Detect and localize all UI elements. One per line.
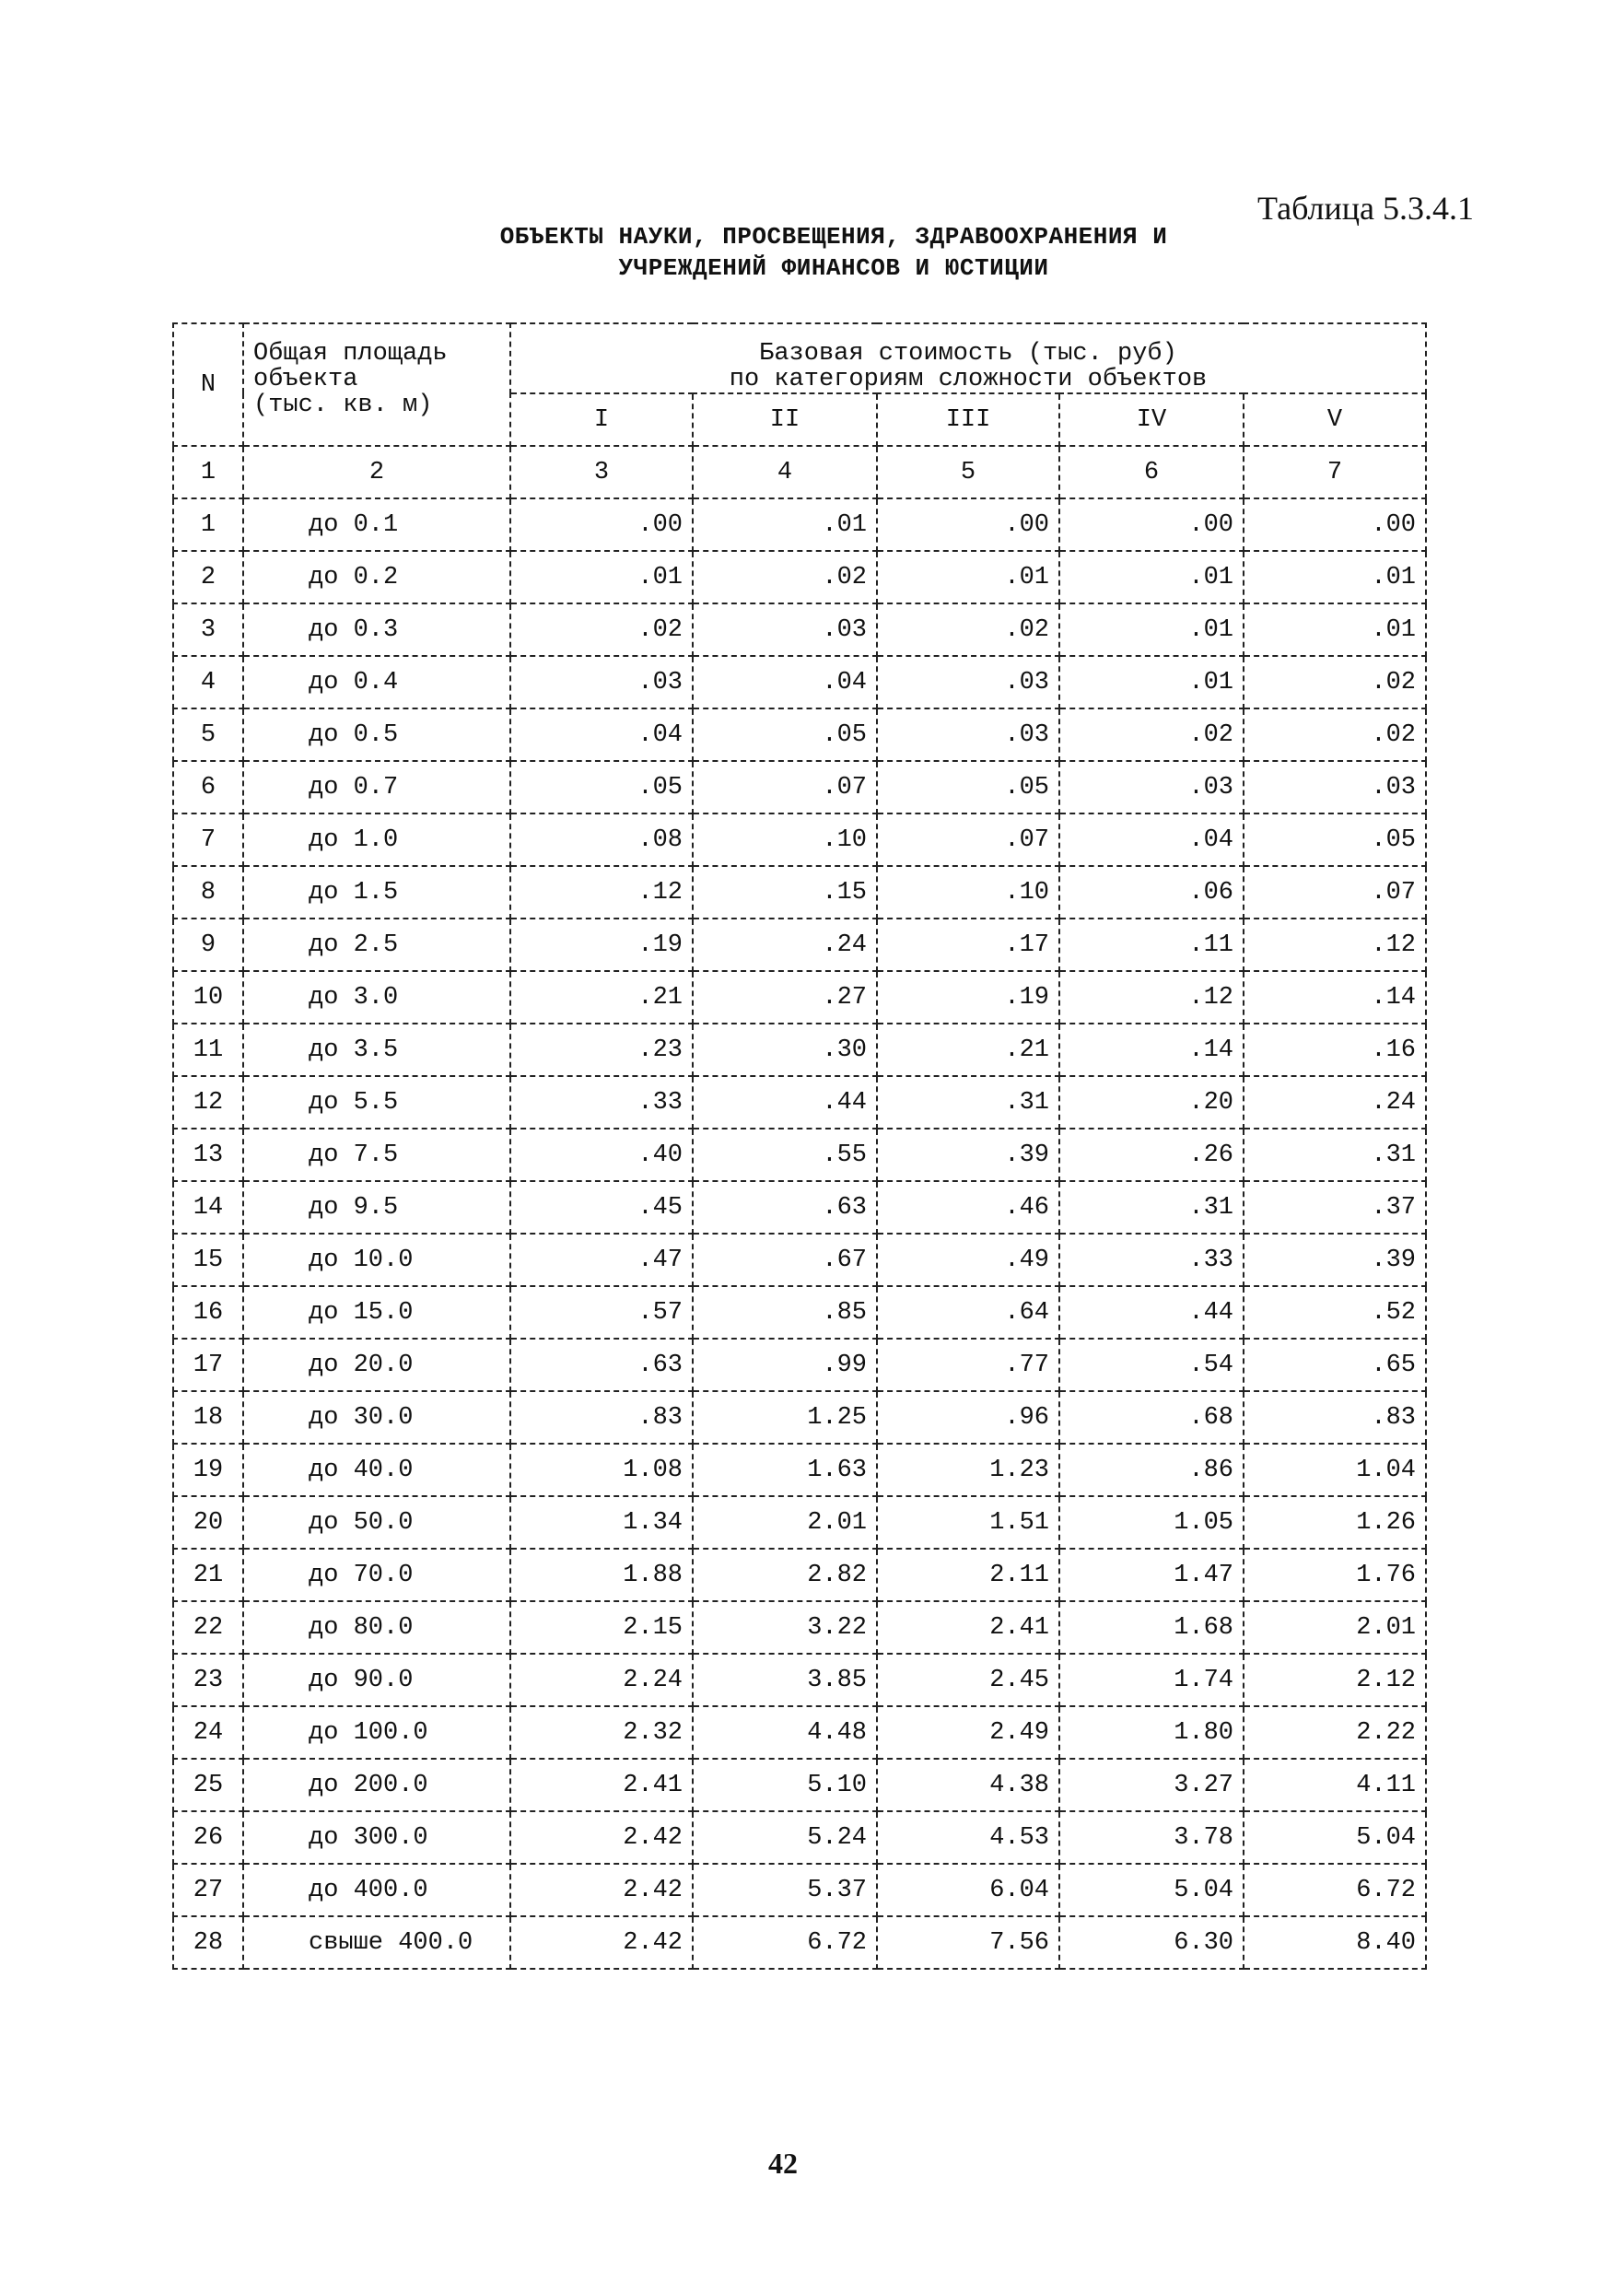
cost-cell-category-2: .30 <box>693 1024 877 1076</box>
header-row-column-numbers <box>173 446 1426 498</box>
row-number: 14 <box>173 1181 243 1234</box>
table-row <box>173 1024 1426 1076</box>
cost-cell-category-4: .02 <box>1059 708 1244 761</box>
cost-cell-category-1: .04 <box>510 708 693 761</box>
cost-cell-category-3: 2.49 <box>877 1706 1059 1759</box>
cost-cell-category-5: 4.11 <box>1244 1759 1426 1811</box>
cost-cell-category-1: .03 <box>510 656 693 708</box>
row-number: 19 <box>173 1444 243 1496</box>
row-area: до 40.0 <box>243 1444 510 1496</box>
cost-cell-category-4: .11 <box>1059 919 1244 971</box>
table-row <box>173 866 1426 919</box>
row-number: 24 <box>173 1706 243 1759</box>
table-row <box>173 1496 1426 1549</box>
cost-cell-category-3: 2.45 <box>877 1654 1059 1706</box>
table-row <box>173 1654 1426 1706</box>
cost-cell-category-5: 1.04 <box>1244 1444 1426 1496</box>
cost-cell-category-3: .10 <box>877 866 1059 919</box>
cost-cell-category-4: .20 <box>1059 1076 1244 1129</box>
row-area: до 0.5 <box>243 708 510 761</box>
cost-cell-category-2: .15 <box>693 866 877 919</box>
row-number: 21 <box>173 1549 243 1601</box>
cost-cell-category-5: .52 <box>1244 1286 1426 1339</box>
cost-cell-category-2: 6.72 <box>693 1916 877 1969</box>
cost-cell-category-3: .77 <box>877 1339 1059 1391</box>
cost-cell-category-1: 2.42 <box>510 1916 693 1969</box>
table-row <box>173 1444 1426 1496</box>
row-area: до 50.0 <box>243 1496 510 1549</box>
row-number: 4 <box>173 656 243 708</box>
cost-cell-category-2: 5.24 <box>693 1811 877 1864</box>
cost-cell-category-4: .01 <box>1059 603 1244 656</box>
row-area: до 2.5 <box>243 919 510 971</box>
cost-cell-category-3: .46 <box>877 1181 1059 1234</box>
cost-cell-category-2: .07 <box>693 761 877 813</box>
row-number: 3 <box>173 603 243 656</box>
row-number: 18 <box>173 1391 243 1444</box>
cost-cell-category-2: 5.10 <box>693 1759 877 1811</box>
cost-cell-category-1: 1.88 <box>510 1549 693 1601</box>
row-number: 13 <box>173 1129 243 1181</box>
page-number: 42 <box>768 2147 798 2180</box>
cost-cell-category-5: .37 <box>1244 1181 1426 1234</box>
cost-cell-category-1: 2.32 <box>510 1706 693 1759</box>
cost-cell-category-1: 1.34 <box>510 1496 693 1549</box>
table-row <box>173 971 1426 1024</box>
row-area: до 3.5 <box>243 1024 510 1076</box>
cost-cell-category-2: .02 <box>693 551 877 603</box>
cost-cell-category-5: 2.12 <box>1244 1654 1426 1706</box>
row-number: 10 <box>173 971 243 1024</box>
cost-cell-category-3: .05 <box>877 761 1059 813</box>
cost-cell-category-3: 1.23 <box>877 1444 1059 1496</box>
header-base-cost <box>510 323 1426 393</box>
cost-cell-category-5: 2.22 <box>1244 1706 1426 1759</box>
cost-cell-category-1: .21 <box>510 971 693 1024</box>
cost-cell-category-5: .83 <box>1244 1391 1426 1444</box>
row-number: 5 <box>173 708 243 761</box>
cost-cell-category-1: 2.42 <box>510 1811 693 1864</box>
cost-cell-category-4: 1.80 <box>1059 1706 1244 1759</box>
row-number: 7 <box>173 813 243 866</box>
cost-cell-category-5: 1.26 <box>1244 1496 1426 1549</box>
cost-cell-category-2: .67 <box>693 1234 877 1286</box>
header-base-line-1: Базовая стоимость (тыс. руб) <box>759 340 1177 368</box>
row-number: 1 <box>173 498 243 551</box>
row-area: до 20.0 <box>243 1339 510 1391</box>
table-row <box>173 1864 1426 1916</box>
cost-cell-category-1: .00 <box>510 498 693 551</box>
table-row <box>173 1759 1426 1811</box>
table-row <box>173 708 1426 761</box>
row-number: 16 <box>173 1286 243 1339</box>
table-row <box>173 551 1426 603</box>
cost-cell-category-4: 5.04 <box>1059 1864 1244 1916</box>
row-area: до 70.0 <box>243 1549 510 1601</box>
cost-cell-category-2: .05 <box>693 708 877 761</box>
row-area: до 1.0 <box>243 813 510 866</box>
cost-cell-category-4: .04 <box>1059 813 1244 866</box>
cost-cell-category-4: .00 <box>1059 498 1244 551</box>
cost-cell-category-1: .63 <box>510 1339 693 1391</box>
cost-cell-category-1: 2.41 <box>510 1759 693 1811</box>
cost-cell-category-5: .39 <box>1244 1234 1426 1286</box>
cost-cell-category-3: 6.04 <box>877 1864 1059 1916</box>
cost-cell-category-4: .06 <box>1059 866 1244 919</box>
cost-cell-category-1: .08 <box>510 813 693 866</box>
column-number-1: 1 <box>173 446 243 498</box>
column-number-4: 4 <box>693 446 877 498</box>
row-area: до 15.0 <box>243 1286 510 1339</box>
cost-cell-category-4: .12 <box>1059 971 1244 1024</box>
cost-cell-category-3: 2.11 <box>877 1549 1059 1601</box>
row-area: до 9.5 <box>243 1181 510 1234</box>
cost-cell-category-1: .33 <box>510 1076 693 1129</box>
header-n: N <box>173 323 243 446</box>
cost-cell-category-4: .03 <box>1059 761 1244 813</box>
cost-cell-category-1: .05 <box>510 761 693 813</box>
cost-cell-category-3: .00 <box>877 498 1059 551</box>
cost-cell-category-5: .01 <box>1244 603 1426 656</box>
cost-cell-category-4: .31 <box>1059 1181 1244 1234</box>
row-number: 2 <box>173 551 243 603</box>
cost-cell-category-2: .85 <box>693 1286 877 1339</box>
cost-cell-category-3: .96 <box>877 1391 1059 1444</box>
cost-cell-category-3: .64 <box>877 1286 1059 1339</box>
table-row <box>173 761 1426 813</box>
cost-cell-category-5: .03 <box>1244 761 1426 813</box>
column-number-2: 2 <box>243 446 510 498</box>
row-area: до 0.2 <box>243 551 510 603</box>
row-number: 26 <box>173 1811 243 1864</box>
row-number: 28 <box>173 1916 243 1969</box>
header-area <box>243 323 510 446</box>
table-row <box>173 1706 1426 1759</box>
cost-cell-category-3: 4.53 <box>877 1811 1059 1864</box>
cost-cell-category-2: .24 <box>693 919 877 971</box>
row-number: 9 <box>173 919 243 971</box>
cost-cell-category-2: 2.82 <box>693 1549 877 1601</box>
cost-cell-category-5: .24 <box>1244 1076 1426 1129</box>
cost-cell-category-2: .99 <box>693 1339 877 1391</box>
column-number-3: 3 <box>510 446 693 498</box>
cost-cell-category-4: .01 <box>1059 656 1244 708</box>
table-row <box>173 1391 1426 1444</box>
row-area: до 0.4 <box>243 656 510 708</box>
cost-cell-category-5: .14 <box>1244 971 1426 1024</box>
cost-cell-category-3: .17 <box>877 919 1059 971</box>
table-row <box>173 1129 1426 1181</box>
cost-cell-category-5: .07 <box>1244 866 1426 919</box>
cost-cell-category-2: 5.37 <box>693 1864 877 1916</box>
cost-cell-category-3: .02 <box>877 603 1059 656</box>
cost-cell-category-1: .57 <box>510 1286 693 1339</box>
table-row <box>173 656 1426 708</box>
row-number: 15 <box>173 1234 243 1286</box>
cost-cell-category-4: 1.47 <box>1059 1549 1244 1601</box>
cost-cell-category-5: .05 <box>1244 813 1426 866</box>
header-category-2: II <box>693 393 877 446</box>
column-number-7: 7 <box>1244 446 1426 498</box>
cost-cell-category-5: 2.01 <box>1244 1601 1426 1654</box>
row-area: до 400.0 <box>243 1864 510 1916</box>
cost-cell-category-2: 4.48 <box>693 1706 877 1759</box>
table-row <box>173 603 1426 656</box>
table-row <box>173 1181 1426 1234</box>
cost-cell-category-1: .45 <box>510 1181 693 1234</box>
cost-cell-category-4: .01 <box>1059 551 1244 603</box>
cost-cell-category-1: .40 <box>510 1129 693 1181</box>
cost-cell-category-5: .31 <box>1244 1129 1426 1181</box>
table-title-line-2: УЧРЕЖДЕНИЙ ФИНАНСОВ И ЮСТИЦИИ <box>618 254 1049 282</box>
cost-cell-category-2: 3.22 <box>693 1601 877 1654</box>
cost-cell-category-1: .12 <box>510 866 693 919</box>
row-number: 25 <box>173 1759 243 1811</box>
row-number: 12 <box>173 1076 243 1129</box>
table-row <box>173 1339 1426 1391</box>
cost-cell-category-4: 3.27 <box>1059 1759 1244 1811</box>
table-row <box>173 1601 1426 1654</box>
row-area: до 90.0 <box>243 1654 510 1706</box>
row-area: до 7.5 <box>243 1129 510 1181</box>
table-row <box>173 1234 1426 1286</box>
cost-cell-category-3: .31 <box>877 1076 1059 1129</box>
cost-cell-category-2: .55 <box>693 1129 877 1181</box>
row-area: до 0.3 <box>243 603 510 656</box>
row-area: до 0.7 <box>243 761 510 813</box>
table-number: Таблица 5.3.4.1 <box>1257 190 1474 227</box>
table-title-line-1: ОБЪЕКТЫ НАУКИ, ПРОСВЕЩЕНИЯ, ЗДРАВООХРАНЕНИЯ И <box>499 223 1168 251</box>
cost-cell-category-1: 2.15 <box>510 1601 693 1654</box>
column-number-6: 6 <box>1059 446 1244 498</box>
column-number-5: 5 <box>877 446 1059 498</box>
cost-cell-category-1: .83 <box>510 1391 693 1444</box>
cost-cell-category-2: .10 <box>693 813 877 866</box>
header-category-1: I <box>510 393 693 446</box>
header-category-4: IV <box>1059 393 1244 446</box>
cost-cell-category-4: .14 <box>1059 1024 1244 1076</box>
cost-table <box>172 322 1427 1970</box>
header-area-line-3: (тыс. кв. м) <box>253 392 433 419</box>
cost-cell-category-2: .04 <box>693 656 877 708</box>
cost-cell-category-2: 1.25 <box>693 1391 877 1444</box>
cost-cell-category-4: 3.78 <box>1059 1811 1244 1864</box>
cost-cell-category-1: 1.08 <box>510 1444 693 1496</box>
cost-cell-category-4: 1.05 <box>1059 1496 1244 1549</box>
cost-cell-category-2: .03 <box>693 603 877 656</box>
cost-cell-category-3: .39 <box>877 1129 1059 1181</box>
cost-cell-category-4: 6.30 <box>1059 1916 1244 1969</box>
cost-cell-category-2: 2.01 <box>693 1496 877 1549</box>
cost-cell-category-1: .02 <box>510 603 693 656</box>
cost-cell-category-3: .03 <box>877 656 1059 708</box>
cost-cell-category-2: .01 <box>693 498 877 551</box>
row-area: до 3.0 <box>243 971 510 1024</box>
cost-cell-category-3: .19 <box>877 971 1059 1024</box>
cost-cell-category-1: 2.42 <box>510 1864 693 1916</box>
header-row-titles <box>173 323 1426 393</box>
row-area: до 1.5 <box>243 866 510 919</box>
row-number: 8 <box>173 866 243 919</box>
table-row <box>173 1811 1426 1864</box>
row-area: до 30.0 <box>243 1391 510 1444</box>
cost-cell-category-5: 8.40 <box>1244 1916 1426 1969</box>
cost-cell-category-4: .33 <box>1059 1234 1244 1286</box>
cost-cell-category-4: .44 <box>1059 1286 1244 1339</box>
row-area: до 10.0 <box>243 1234 510 1286</box>
cost-cell-category-5: .02 <box>1244 708 1426 761</box>
row-area: до 200.0 <box>243 1759 510 1811</box>
cost-cell-category-5: 6.72 <box>1244 1864 1426 1916</box>
row-area: до 300.0 <box>243 1811 510 1864</box>
row-area: до 0.1 <box>243 498 510 551</box>
cost-cell-category-1: .23 <box>510 1024 693 1076</box>
cost-cell-category-4: .68 <box>1059 1391 1244 1444</box>
table-row <box>173 1076 1426 1129</box>
row-number: 27 <box>173 1864 243 1916</box>
header-base-line-2: по категориям сложности объектов <box>729 366 1208 393</box>
cost-cell-category-2: 3.85 <box>693 1654 877 1706</box>
cost-cell-category-4: .86 <box>1059 1444 1244 1496</box>
cost-cell-category-3: .07 <box>877 813 1059 866</box>
row-area: свыше 400.0 <box>243 1916 510 1969</box>
cost-cell-category-5: .12 <box>1244 919 1426 971</box>
cost-cell-category-2: .44 <box>693 1076 877 1129</box>
cost-cell-category-5: .01 <box>1244 551 1426 603</box>
row-number: 6 <box>173 761 243 813</box>
header-category-5: V <box>1244 393 1426 446</box>
row-area: до 100.0 <box>243 1706 510 1759</box>
cost-cell-category-3: 4.38 <box>877 1759 1059 1811</box>
table-row <box>173 498 1426 551</box>
cost-cell-category-3: 7.56 <box>877 1916 1059 1969</box>
row-number: 20 <box>173 1496 243 1549</box>
cost-cell-category-2: 1.63 <box>693 1444 877 1496</box>
cost-cell-category-4: .54 <box>1059 1339 1244 1391</box>
cost-cell-category-3: 2.41 <box>877 1601 1059 1654</box>
header-category-3: III <box>877 393 1059 446</box>
header-area-line-2: объекта <box>253 366 358 393</box>
cost-cell-category-5: .00 <box>1244 498 1426 551</box>
row-area: до 80.0 <box>243 1601 510 1654</box>
cost-cell-category-1: .19 <box>510 919 693 971</box>
table-row <box>173 1916 1426 1969</box>
cost-cell-category-2: .27 <box>693 971 877 1024</box>
cost-cell-category-1: 2.24 <box>510 1654 693 1706</box>
cost-cell-category-4: 1.68 <box>1059 1601 1244 1654</box>
cost-cell-category-1: .01 <box>510 551 693 603</box>
cost-cell-category-5: 1.76 <box>1244 1549 1426 1601</box>
row-number: 22 <box>173 1601 243 1654</box>
cost-cell-category-4: .26 <box>1059 1129 1244 1181</box>
cost-cell-category-3: .49 <box>877 1234 1059 1286</box>
cost-cell-category-2: .63 <box>693 1181 877 1234</box>
table-row <box>173 1549 1426 1601</box>
cost-cell-category-3: .03 <box>877 708 1059 761</box>
cost-cell-category-5: .65 <box>1244 1339 1426 1391</box>
header-area-line-1: Общая площадь <box>253 340 448 368</box>
cost-cell-category-4: 1.74 <box>1059 1654 1244 1706</box>
row-number: 17 <box>173 1339 243 1391</box>
cost-cell-category-1: .47 <box>510 1234 693 1286</box>
cost-cell-category-5: .02 <box>1244 656 1426 708</box>
row-number: 23 <box>173 1654 243 1706</box>
cost-cell-category-3: 1.51 <box>877 1496 1059 1549</box>
table-row <box>173 919 1426 971</box>
cost-cell-category-5: 5.04 <box>1244 1811 1426 1864</box>
cost-cell-category-3: .21 <box>877 1024 1059 1076</box>
table-row <box>173 1286 1426 1339</box>
cost-cell-category-3: .01 <box>877 551 1059 603</box>
table-row <box>173 813 1426 866</box>
cost-cell-category-5: .16 <box>1244 1024 1426 1076</box>
row-number: 11 <box>173 1024 243 1076</box>
row-area: до 5.5 <box>243 1076 510 1129</box>
